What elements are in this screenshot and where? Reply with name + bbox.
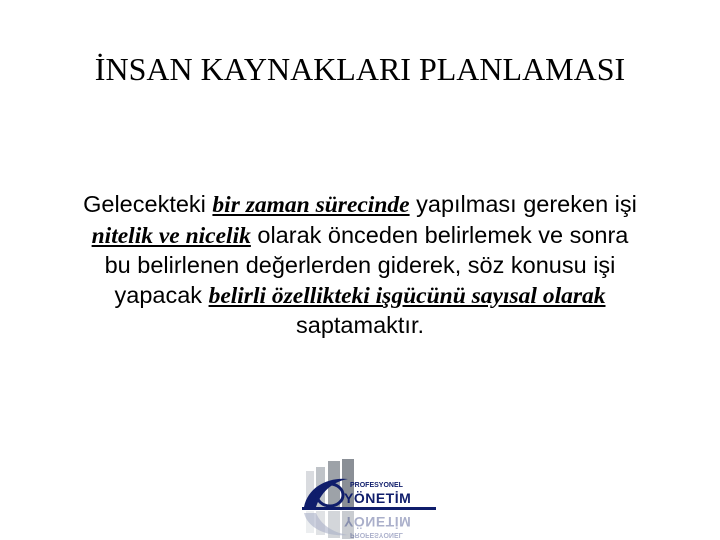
body-text-segment: saptamaktır. (296, 312, 424, 338)
body-text-segment: olarak önceden belirlemek ve sonra bu belirlenen değerlerden giderek, söz konusu işi yapacak (104, 221, 629, 308)
logo-text-line2: YÖNETİM (344, 490, 412, 506)
logo-text-line1: PROFESYONEL (350, 482, 403, 489)
body-emphasis-segment: nitelik ve nicelik (91, 222, 251, 249)
logo-text-reflection (344, 514, 411, 538)
body-emphasis-segment: belirli özellikteki işgücünü sayısal olarak (208, 282, 606, 309)
slide-title: İNSAN KAYNAKLARI PLANLAMASI (94, 51, 626, 87)
svg-text:YÖNETİM: YÖNETİM (344, 514, 412, 530)
profesyonel-yonetim-logo (298, 459, 440, 540)
slide-body (80, 190, 640, 341)
svg-text:PROFESYONEL: PROFESYONEL (350, 531, 403, 538)
body-text-segment: yapılması gereken işi (409, 191, 637, 217)
logo-bar (302, 507, 436, 510)
body-text-segment: Gelecekteki (83, 191, 213, 217)
body-emphasis-segment: bir zaman sürecinde (212, 192, 410, 218)
